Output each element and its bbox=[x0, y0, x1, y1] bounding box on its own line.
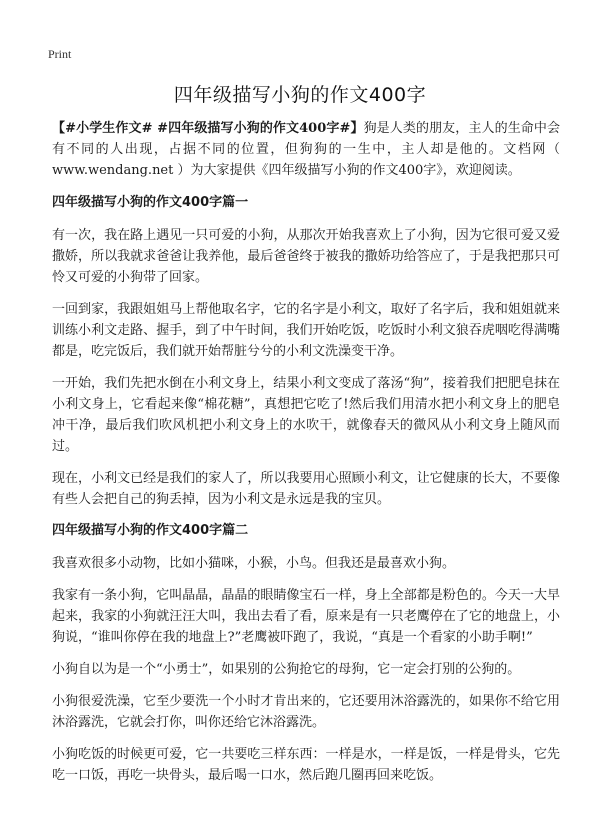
paragraph: 小狗自以为是一个“小勇士”，如果别的公狗抢它的母狗，它一定会打别的公狗的。 bbox=[52, 662, 521, 677]
paragraph: 我家有一条小狗，它叫晶晶，晶晶的眼睛像宝石一样，身上全部都是粉色的。今天一大早起来，我家的小狗就汪汪大叫，我出去看了看，原来是有一只老鹰停在了它的地盘上，小狗说，“谁叫你停在我的地盘上?”老鹰被吓跑了，我说，“真是一个看家的小助手啊!” bbox=[52, 588, 560, 645]
section-heading-2: 四年级描写小狗的作文400字篇二 bbox=[52, 523, 249, 538]
intro-paragraph bbox=[52, 118, 560, 181]
page-title: 四年级描写小狗的作文400字 bbox=[173, 84, 427, 106]
document-body bbox=[52, 118, 560, 797]
print-label: Print bbox=[48, 47, 72, 61]
paragraph: 有一次，我在路上遇见一只可爱的小狗，从那次开始我喜欢上了小狗，因为它很可爱又爱撒娇，所以我就求爸爸让我养他，最后爸爸终于被我的撒娇功给答应了，于是我把那只可怜又可爱的小狗带了回家。 bbox=[52, 228, 560, 285]
paragraph: 小狗吃饭的时候更可爱，它一共要吃三样东西：一样是水，一样是饭，一样是骨头，它先吃一口饭，再吃一块骨头，最后喝一口水，然后跑几圈再回来吃饭。 bbox=[52, 747, 560, 783]
section-heading-1: 四年级描写小狗的作文400字篇一 bbox=[52, 195, 249, 210]
paragraph: 现在，小利文已经是我们的家人了，所以我要用心照顾小利文，让它健康的长大，不要像有些人会把自己的狗丢掉，因为小利文是永远是我的宝贝。 bbox=[52, 471, 560, 507]
paragraph: 一回到家，我跟姐姐马上帮他取名字，它的名字是小利文，取好了名字后，我和姐姐就来训练小利文走路、握手，到了中午时间，我们开始吃饭，吃饭时小利文狼吞虎咽吃得满嘴都是，吃完饭后，我们就开始帮脏兮兮的小利文洗澡变干净。 bbox=[52, 302, 560, 359]
paragraph: 小狗很爱洗澡，它至少要洗一个小时才肯出来的，它还要用沐浴露洗的，如果你不给它用沐浴露洗，它就会打你，叫你还给它沐浴露洗。 bbox=[52, 694, 560, 730]
paragraph: 一开始，我们先把水倒在小利文身上，结果小利文变成了落汤“狗”，接着我们把肥皂抹在小利文身上，它看起来像“棉花糖”，真想把它吃了!然后我们用清水把小利文身上的肥皂冲干净，最后我们吹风机把小利文身上的水吹干，就像春天的微风从小利文身上随风而过。 bbox=[52, 376, 560, 454]
intro-tags: 【#小学生作文# #四年级描写小狗的作文400字#】 bbox=[52, 121, 364, 136]
paragraph: 我喜欢很多小动物，比如小猫咪，小猴，小鸟。但我还是最喜欢小狗。 bbox=[52, 556, 456, 571]
intro-text: 狗是人类的朋友，主人的生命中会有不同的人出现，占据不同的位置，但狗狗的一生中，主人却是他的。文档网（ www.wendang.net ）为大家提供《四年级描写小狗的作文400字》，欢迎阅读。 bbox=[52, 121, 560, 178]
